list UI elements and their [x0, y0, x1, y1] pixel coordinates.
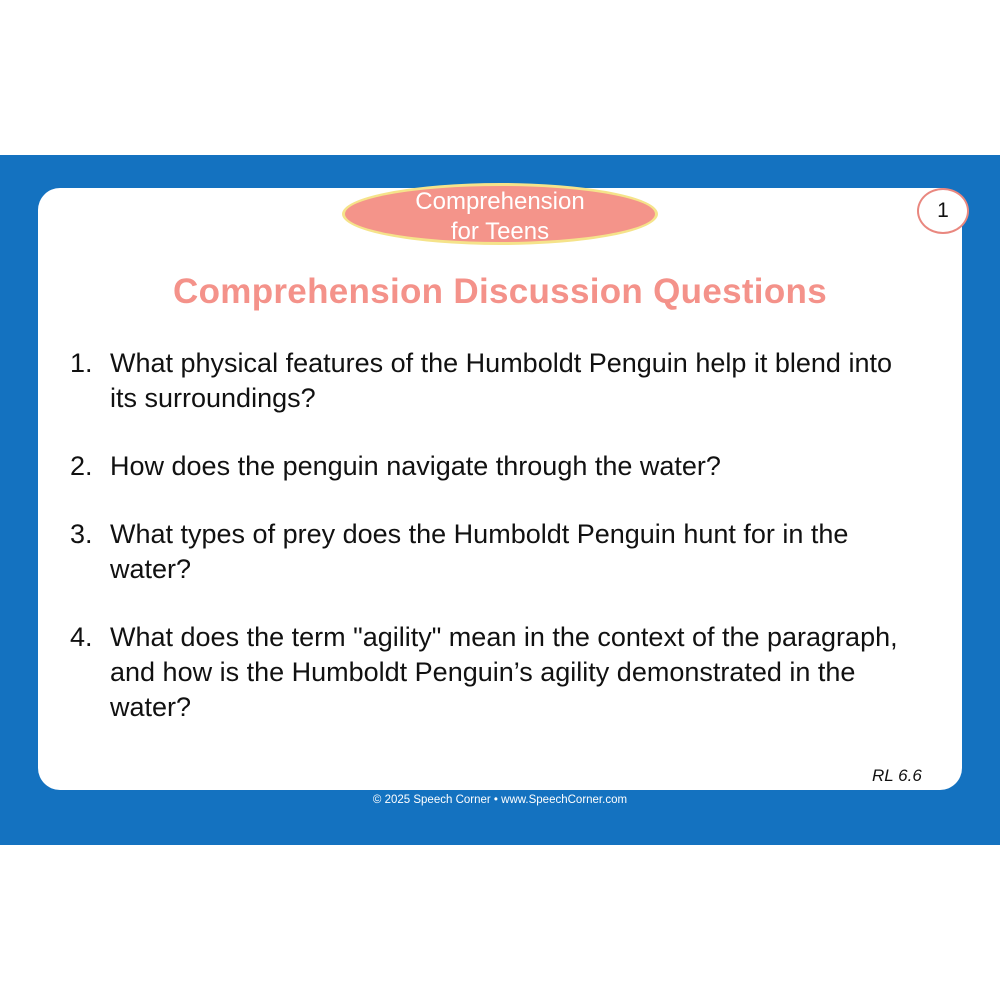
question-list: [70, 346, 920, 758]
badge-line-1: Comprehension: [415, 188, 585, 215]
question-number: 1.: [70, 348, 93, 378]
card-number-circle: 1: [917, 188, 969, 234]
question-item: [70, 449, 920, 484]
card-title: Comprehension Discussion Questions: [173, 272, 827, 311]
standard-code: RL 6.6: [872, 766, 922, 785]
question-item: [70, 620, 920, 725]
question-number: 3.: [70, 519, 93, 549]
badge-line-2: for Teens: [450, 218, 550, 245]
question-item: [70, 517, 920, 587]
question-text: What types of prey does the Humboldt Penguin hunt for in the water?: [110, 519, 849, 584]
category-badge: [342, 183, 658, 245]
copyright-footer: © 2025 Speech Corner • www.SpeechCorner.com: [372, 794, 628, 806]
question-number: 4.: [70, 622, 93, 652]
question-text: What does the term "agility" mean in the context of the paragraph, and how is the Humboldt Penguin’s agility demonstrated in the water?: [110, 622, 898, 722]
question-number: 2.: [70, 451, 93, 481]
question-item: [70, 346, 920, 416]
question-text: What physical features of the Humboldt Penguin help it blend into its surroundings?: [110, 348, 892, 413]
question-text: How does the penguin navigate through the water?: [110, 451, 721, 481]
